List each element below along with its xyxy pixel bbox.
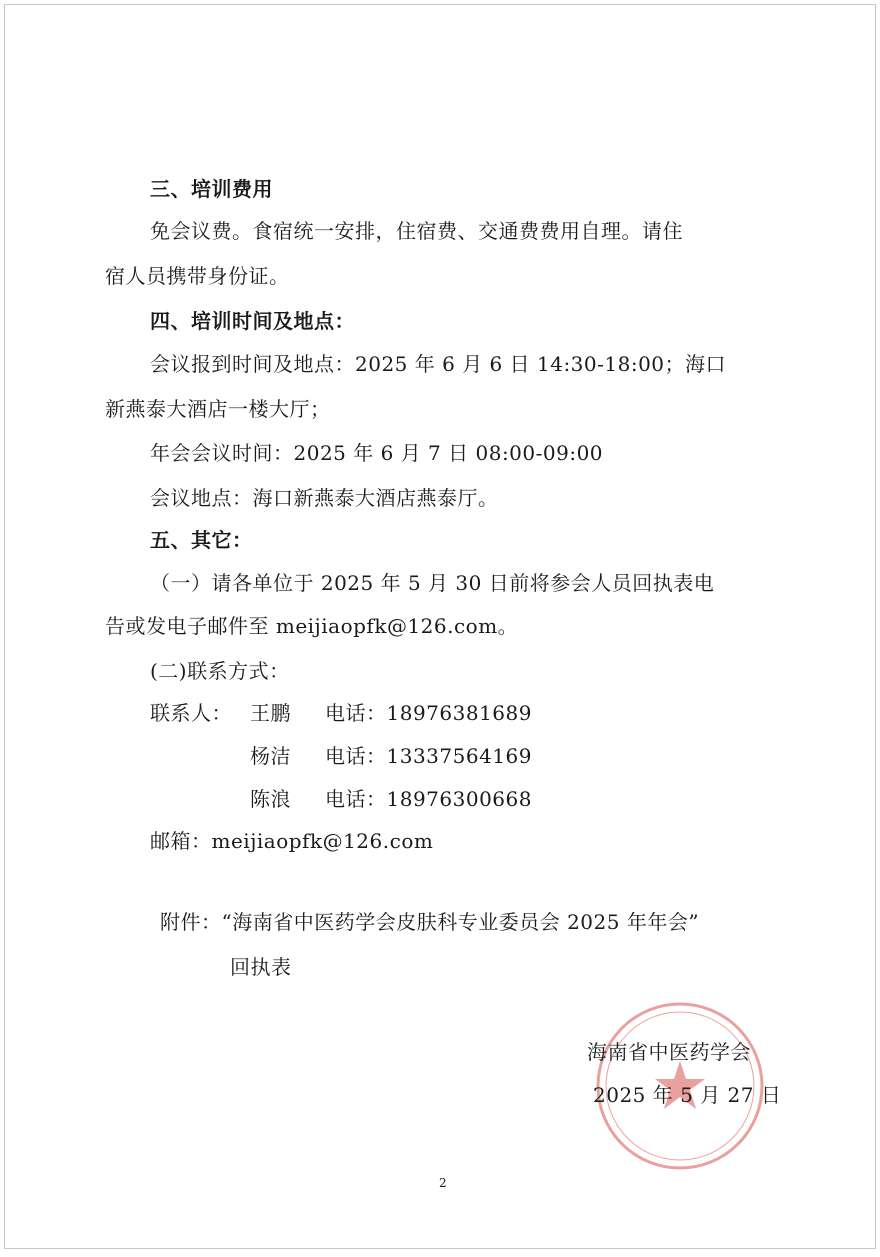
contact-label: (二)联系方式： <box>150 659 290 683</box>
attachment-line1: 附件：“海南省中医药学会皮肤科专业委员会 2025 年年会” <box>160 910 700 934</box>
signature-date: 2025 年 5 月 27 日 <box>593 1083 782 1107</box>
contact-name: 陈浪 <box>250 787 291 811</box>
contact-name: 王鹏 <box>250 701 291 725</box>
other-heading: 五、其它： <box>150 528 253 552</box>
contact-phone: 电话：13337564169 <box>325 744 532 768</box>
document-page <box>4 4 876 1249</box>
time-place-heading: 四、培训时间及地点： <box>150 309 355 333</box>
email-line: 邮箱：meijiaopfk@126.com <box>150 829 434 853</box>
contact-name: 杨洁 <box>250 744 291 768</box>
other-item1-line1: （一）请各单位于 2025 年 5 月 30 日前将参会人员回执表电 <box>150 571 715 595</box>
contact-phone: 电话：18976381689 <box>325 701 532 725</box>
signature-org: 海南省中医药学会 <box>587 1040 751 1064</box>
fees-text-line2: 宿人员携带身份证。 <box>105 264 290 288</box>
registration-line1: 会议报到时间及地点：2025 年 6 月 6 日 14:30-18:00；海口 <box>150 352 727 376</box>
registration-line2: 新燕泰大酒店一楼大厅； <box>105 397 331 421</box>
attachment-line2: 回执表 <box>230 955 292 979</box>
page-number: 2 <box>439 1176 448 1190</box>
fees-text-line1: 免会议费。食宿统一安排，住宿费、交通费费用自理。请住 <box>150 219 683 243</box>
contact-phone: 电话：18976300668 <box>325 787 532 811</box>
fees-heading: 三、培训费用 <box>150 177 273 201</box>
contact-prefix: 联系人： <box>150 701 232 725</box>
meeting-time: 年会会议时间：2025 年 6 月 7 日 08:00-09:00 <box>150 441 604 465</box>
other-item1-line2: 告或发电子邮件至 meijiaopfk@126.com。 <box>105 614 519 638</box>
meeting-place: 会议地点：海口新燕泰大酒店燕泰厅。 <box>150 486 499 510</box>
